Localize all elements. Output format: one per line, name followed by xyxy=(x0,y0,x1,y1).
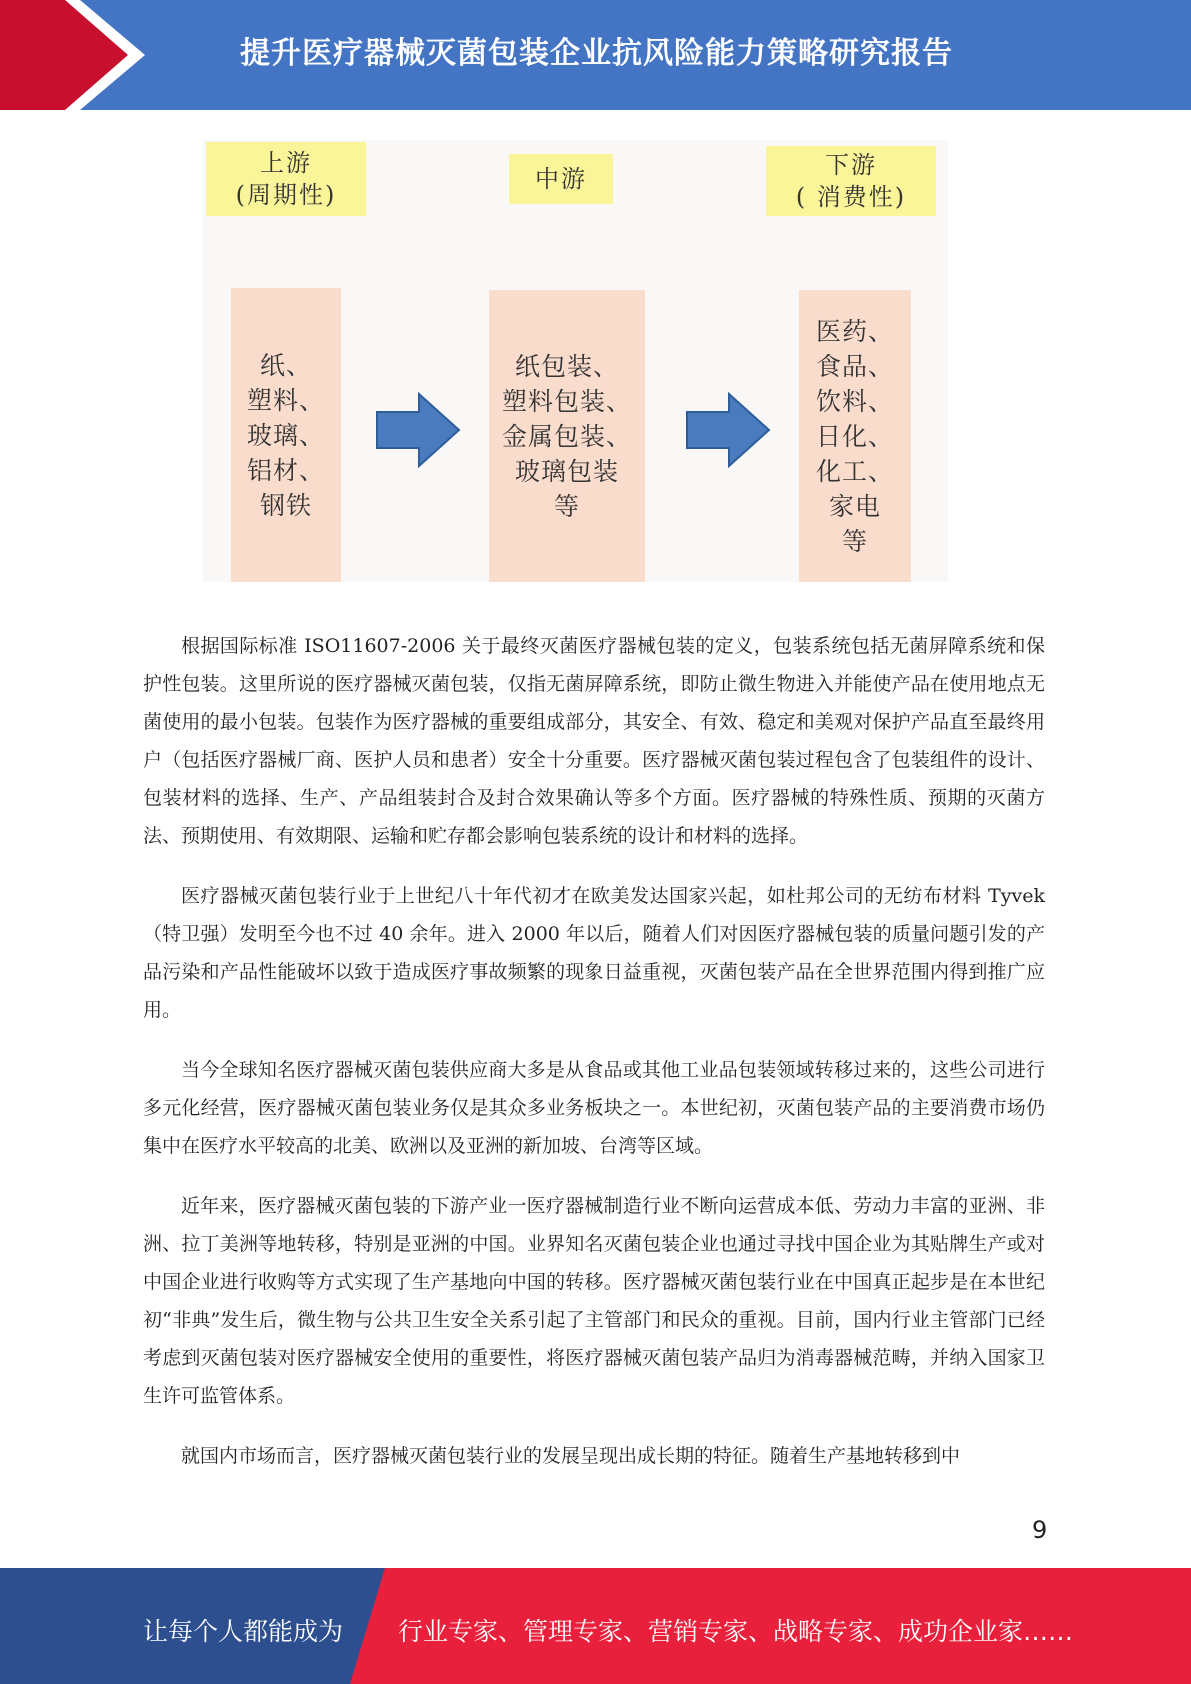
upstream-item: 玻璃、 xyxy=(246,420,325,450)
footer-slogan-right: 行业专家、管理专家、营销专家、战略专家、成功企业家…… xyxy=(398,1617,1074,1646)
footer-slogan-left: 让每个人都能成为 xyxy=(143,1617,344,1646)
document-title: 提升医疗器械灭菌包装企业抗风险能力策略研究报告 xyxy=(240,36,953,71)
midstream-item: 纸包装、 xyxy=(514,351,619,381)
midstream-item: 金属包装、 xyxy=(501,421,632,451)
downstream-header-title: 下游 xyxy=(825,151,877,179)
upstream-item: 钢铁 xyxy=(259,490,312,520)
upstream-box xyxy=(231,288,341,582)
page-footer xyxy=(0,1568,1191,1684)
midstream-box xyxy=(489,290,645,582)
industry-chain-diagram xyxy=(203,140,948,582)
downstream-box xyxy=(799,290,911,582)
downstream-item: 饮料、 xyxy=(815,386,894,416)
upstream-item: 纸、 xyxy=(259,350,312,380)
upstream-header-title: 上游 xyxy=(260,149,312,177)
upstream-header xyxy=(206,142,366,216)
right-arrow-icon xyxy=(685,392,771,468)
article-body xyxy=(143,627,1045,1497)
paragraph: 近年来，医疗器械灭菌包装的下游产业一医疗器械制造行业不断向运营成本低、劳动力丰富的亚洲、非洲、拉丁美洲等地转移，特别是亚洲的中国。业界知名灭菌包装企业也通过寻找中国企业为其贴牌生产或对中国企业进行收购等方式实现了生产基地向中国的转移。医疗器械灭菌包装行业在中国真正起步是在本世纪初“非典”发生后，微生物与公共卫生安全关系引起了主管部门和民众的重视。目前，国内行业主管部门已经考虑到灭菌包装对医疗器械安全使用的重要性，将医疗器械灭菌包装产品归为消毒器械范畴，并纳入国家卫生许可监管体系。 xyxy=(143,1195,1045,1407)
midstream-header xyxy=(509,154,613,204)
midstream-item: 等 xyxy=(553,491,580,521)
paragraph: 根据国际标准 ISO11607-2006 关于最终灭菌医疗器械包装的定义，包装系统包括无菌屏障系统和保护性包装。这里所说的医疗器械灭菌包装，仅指无菌屏障系统，即防止微生物进入并能使产品在使用地点无菌使用的最小包装。包装作为医疗器械的重要组成部分，其安全、有效、稳定和美观对保护产品直至最终用户（包括医疗器械厂商、医护人员和患者）安全十分重要。医疗器械灭菌包装过程包含了包装组件的设计、包装材料的选择、生产、产品组装封合及封合效果确认等多个方面。医疗器械的特殊性质、预期的灭菌方法、预期使用、有效期限、运输和贮存都会影响包装系统的设计和材料的选择。 xyxy=(143,635,1045,847)
upstream-header-subtitle: (周期性) xyxy=(235,181,337,209)
downstream-item: 医药、 xyxy=(815,316,894,346)
downstream-item: 日化、 xyxy=(815,421,894,451)
paragraph: 医疗器械灭菌包装行业于上世纪八十年代初才在欧美发达国家兴起，如杜邦公司的无纺布材料 Tyvek（特卫强）发明至今也不过 40 余年。进入 2000 年以后，随着人们对因医疗器械包装的质量问题引发的产品污染和产品性能破坏以致于造成医疗事故频繁的现象日益重视，灭菌包装产品在全世界范围内得到推广应用。 xyxy=(143,885,1045,1021)
midstream-item: 玻璃包装 xyxy=(514,456,619,486)
downstream-item: 化工、 xyxy=(815,456,894,486)
downstream-header-subtitle: ( 消费性) xyxy=(795,183,907,211)
downstream-item: 食品、 xyxy=(815,351,894,381)
upstream-item: 铝材、 xyxy=(246,455,325,485)
paragraph: 当今全球知名医疗器械灭菌包装供应商大多是从食品或其他工业品包装领域转移过来的，这些公司进行多元化经营，医疗器械灭菌包装业务仅是其众多业务板块之一。本世纪初，灭菌包装产品的主要消费市场仍集中在医疗水平较高的北美、欧洲以及亚洲的新加坡、台湾等区域。 xyxy=(143,1059,1045,1157)
midstream-header-title: 中游 xyxy=(535,165,587,193)
downstream-header xyxy=(766,146,936,216)
downstream-item: 等 xyxy=(841,526,868,556)
paragraph: 就国内市场而言，医疗器械灭菌包装行业的发展呈现出成长期的特征。随着生产基地转移到中 xyxy=(181,1445,961,1467)
right-arrow-icon xyxy=(375,392,461,468)
downstream-item: 家电 xyxy=(828,491,881,521)
midstream-item: 塑料包装、 xyxy=(501,386,632,416)
page-header xyxy=(0,0,1191,110)
header-chevron-decoration xyxy=(0,0,160,110)
page-number: 9 xyxy=(1032,1516,1048,1544)
upstream-item: 塑料、 xyxy=(246,385,325,415)
